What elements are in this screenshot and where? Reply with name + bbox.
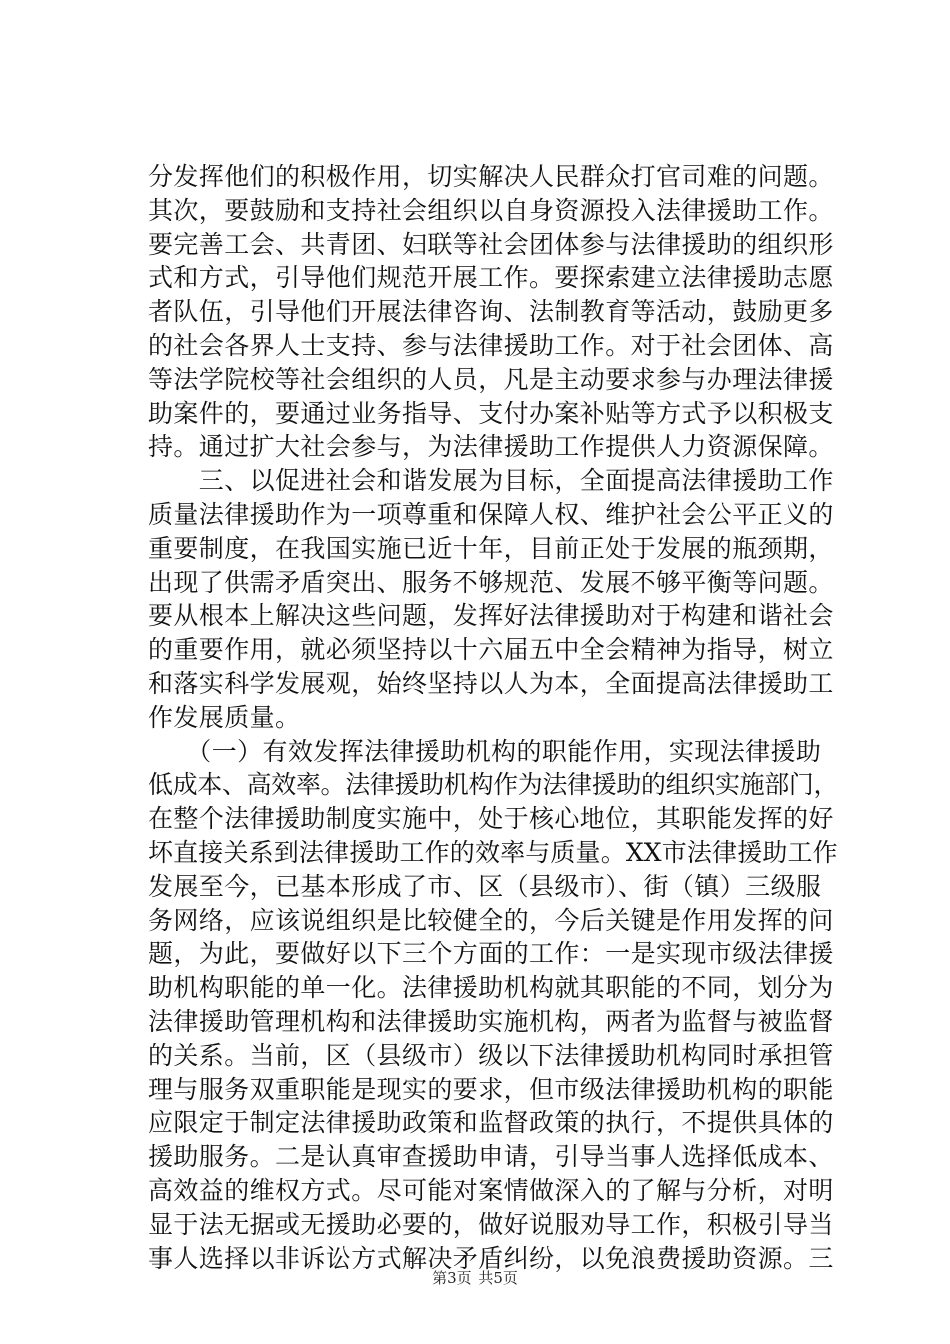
text-line: 等法学院校等社会组织的人员，凡是主动要求参与办理法律援 (148, 364, 834, 394)
text-line: 的重要作用，就必须坚持以十六届五中全会精神为指导，树立 (148, 635, 834, 665)
text-line: 的关系。当前，区（县级市）级以下法律援助机构同时承担管 (148, 1040, 834, 1070)
page-number: 第3页 (432, 1269, 472, 1287)
text-line: 事人选择以非诉讼方式解决矛盾纠纷，以免浪费援助资源。三 (148, 1243, 834, 1273)
text-line: 理与服务双重职能是现实的要求，但市级法律援助机构的职能 (148, 1074, 834, 1104)
text-line: 务网络，应该说组织是比较健全的，今后关键是作用发挥的问 (148, 905, 834, 935)
text-line: 高效益的维权方式。尽可能对案情做深入的了解与分析，对明 (148, 1175, 834, 1205)
text-line: 三、以促进社会和谐发展为目标，全面提高法律援助工作 (148, 466, 834, 496)
text-line: 法律援助管理机构和法律援助实施机构，两者为监督与被监督 (148, 1006, 834, 1036)
text-line: 出现了供需矛盾突出、服务不够规范、发展不够平衡等问题。 (148, 567, 834, 597)
text-line: 发展至今，已基本形成了市、区（县级市）、街（镇）三级服 (148, 871, 822, 901)
text-line: （一）有效发挥法律援助机构的职能作用，实现法律援助 (148, 736, 822, 766)
text-line: 应限定于制定法律援助政策和监督政策的执行，不提供具体的 (148, 1108, 834, 1138)
text-line: 质量法律援助作为一项尊重和保障人权、维护社会公平正义的 (148, 499, 834, 529)
text-line: 助机构职能的单一化。法律援助机构就其职能的不同，划分为 (148, 973, 834, 1003)
text-line: 重要制度，在我国实施已近十年，目前正处于发展的瓶颈期， (148, 533, 834, 563)
text-line: 题，为此，要做好以下三个方面的工作：一是实现市级法律援 (148, 939, 834, 969)
text-line: 作发展质量。 (148, 702, 301, 732)
text-line: 坏直接关系到法律援助工作的效率与质量。XX市法律援助工作 (148, 837, 838, 867)
text-line: 援助服务。二是认真审查援助申请，引导当事人选择低成本、 (148, 1142, 834, 1172)
text-line: 式和方式，引导他们规范开展工作。要探索建立法律援助志愿 (148, 263, 834, 293)
body-text (148, 160, 838, 1275)
text-line: 显于法无据或无援助必要的，做好说服劝导工作，积极引导当 (148, 1209, 834, 1239)
text-line: 持。通过扩大社会参与，为法律援助工作提供人力资源保障。 (148, 432, 834, 462)
text-line: 者队伍，引导他们开展法律咨询、法制教育等活动，鼓励更多 (148, 297, 834, 327)
text-line: 要从根本上解决这些问题，发挥好法律援助对于构建和谐社会 (148, 601, 834, 631)
text-line: 要完善工会、共青团、妇联等社会团体参与法律援助的组织形 (148, 229, 834, 259)
text-line: 其次，要鼓励和支持社会组织以自身资源投入法律援助工作。 (148, 195, 834, 225)
text-line: 分发挥他们的积极作用，切实解决人民群众打官司难的问题。 (148, 162, 834, 191)
text-line: 的社会各界人士支持、参与法律援助工作。对于社会团体、高 (148, 330, 834, 360)
text-line: 和落实科学发展观，始终坚持以人为本，全面提高法律援助工 (148, 668, 834, 698)
text-line: 助案件的，要通过业务指导、支付办案补贴等方式予以积极支 (148, 398, 834, 428)
page-footer (0, 1268, 950, 1288)
page-total: 共5页 (478, 1269, 518, 1287)
text-line: 低成本、高效率。法律援助机构作为法律援助的组织实施部门， (148, 770, 839, 800)
text-line: 在整个法律援助制度实施中，处于核心地位，其职能发挥的好 (148, 804, 834, 834)
